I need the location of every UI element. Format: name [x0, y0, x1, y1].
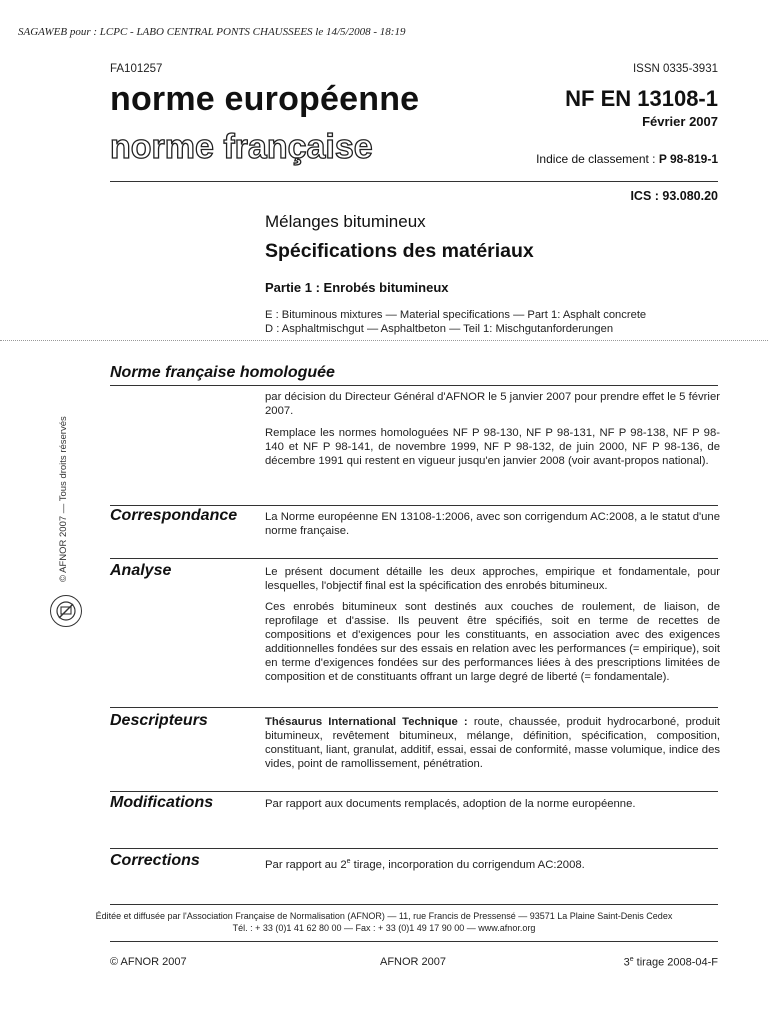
german-translation: D : Asphaltmischgut — Asphaltbeton — Teil 1: Mischgutanforderungen: [265, 323, 614, 335]
analyse-paragraph-2: Ces enrobés bitumineux sont destinés aux couches de roulement, de liaison, de reprofilage et d'assise. Ils peuvent être spécifiés, soit en terme de recettes de compositions et d'exigences pour les constituants, en association avec des exigences additionnelles fondées sur des essais en relation avec les performances (= empirique), soit en terme d'exigences fondées sur des performances liées à des prescriptions limitées de composition et de constituants offrant un large degré de liberté (= fondamentale).: [265, 601, 720, 683]
divider-top: [110, 181, 718, 182]
corrections-text-a: Par rapport au 2: [265, 858, 347, 871]
footer-center: AFNOR 2007: [380, 956, 447, 968]
subject-line2: Spécifications des matériaux: [265, 240, 534, 262]
edition-number: 3: [623, 956, 630, 969]
homologuee-paragraph-2: Remplace les normes homologuées NF P 98-130, NF P 98-131, NF P 98-138, NF P 98-140 et NF P 98-141, de novembre 1999, NF P 98-132, de juin 2000, NF P 98-136, de décembre 1991 qui restent en vigueur jusqu'en janvier 2008 (voir avant-propos national).: [265, 427, 720, 467]
corrections-paragraph: [265, 855, 720, 872]
divider-footer: [110, 904, 718, 905]
divider-bottom: [110, 941, 718, 942]
divider-analyse: [110, 558, 718, 559]
source-line: SAGAWEB pour : LCPC - LABO CENTRAL PONTS CHAUSSEES le 14/5/2008 - 18:19: [18, 26, 406, 38]
section-title-correspondance: Correspondance: [110, 507, 238, 524]
edition-text: tirage 2008-04-F: [633, 956, 718, 969]
section-title-descripteurs: Descripteurs: [110, 712, 208, 729]
analyse-paragraph-1: Le présent document détaille les deux approches, empirique et fondamentale, pour lesquelles, l'objectif final est la spécification des enrobés bitumineux.: [265, 566, 720, 592]
subject-line3: Partie 1 : Enrobés bitumineux: [265, 280, 449, 295]
scan-dotted-line: [0, 340, 768, 341]
section-title-corrections: Corrections: [110, 852, 200, 869]
descripteurs-paragraph: [265, 715, 720, 771]
english-translation: E : Bituminous mixtures — Material specifications — Part 1: Asphalt concrete: [265, 309, 647, 321]
vertical-copyright: © AFNOR 2007 — Tous droits réservés: [58, 416, 69, 582]
classification-value: P 98-819-1: [658, 152, 718, 166]
no-copy-icon: [50, 595, 82, 627]
document-reference: FA101257: [110, 63, 163, 75]
corrections-text-b: tirage, incorporation du corrigendum AC:2008.: [350, 858, 585, 871]
divider-modifications: [110, 791, 718, 792]
section-title-analyse: Analyse: [110, 562, 172, 579]
ics-code: ICS : 93.080.20: [630, 189, 718, 203]
classification-label: Indice de classement :: [536, 152, 656, 166]
footer-edition: [624, 956, 718, 969]
divider-homologuee: [110, 385, 718, 386]
footer-copyright: © AFNOR 2007: [110, 956, 187, 968]
corrections-sup: e: [346, 858, 351, 865]
standard-number: NF EN 13108-1: [565, 86, 718, 111]
correspondance-paragraph: La Norme européenne EN 13108-1:2006, avec son corrigendum AC:2008, a le statut d'une norme française.: [265, 511, 720, 537]
title-norme-francaise: norme française: [110, 128, 373, 166]
section-title-modifications: Modifications: [110, 794, 214, 811]
descripteurs-keywords: route, chaussée, produit hydrocarboné, produit bitumineux, revêtement bitumineux, mélange, définition, spécification, composition, constituant, liant, granulat, additif, essai, essai de conformité, masse volumique, indice des vides, point de ramollissement, pénétration.: [265, 716, 720, 770]
publication-date: Février 2007: [642, 114, 718, 129]
thesaurus-label: Thésaurus International Technique :: [265, 716, 468, 728]
contact-line: Tél. : + 33 (0)1 41 62 80 00 — Fax : + 33 (0)1 49 17 90 00 — www.afnor.org: [232, 923, 536, 933]
publisher-line: Éditée et diffusée par l'Association Française de Normalisation (AFNOR) — 11, rue Francis de Pressensé — 93571 La Plaine Saint-Denis Cedex: [95, 911, 673, 921]
subject-line1: Mélanges bitumineux: [265, 212, 426, 231]
edition-sup: e: [629, 956, 634, 963]
section-title-homologuee: Norme française homologuée: [110, 364, 335, 381]
classification-index: [536, 152, 718, 166]
divider-descripteurs: [110, 707, 718, 708]
homologuee-paragraph-1: par décision du Directeur Général d'AFNOR le 5 janvier 2007 pour prendre effet le 5 février 2007.: [265, 391, 720, 417]
divider-correspondance: [110, 505, 718, 506]
modifications-paragraph: Par rapport aux documents remplacés, adoption de la norme européenne.: [265, 798, 636, 810]
title-norme-europeenne: norme européenne: [110, 80, 420, 118]
issn: ISSN 0335-3931: [632, 63, 718, 75]
divider-corrections: [110, 848, 718, 849]
